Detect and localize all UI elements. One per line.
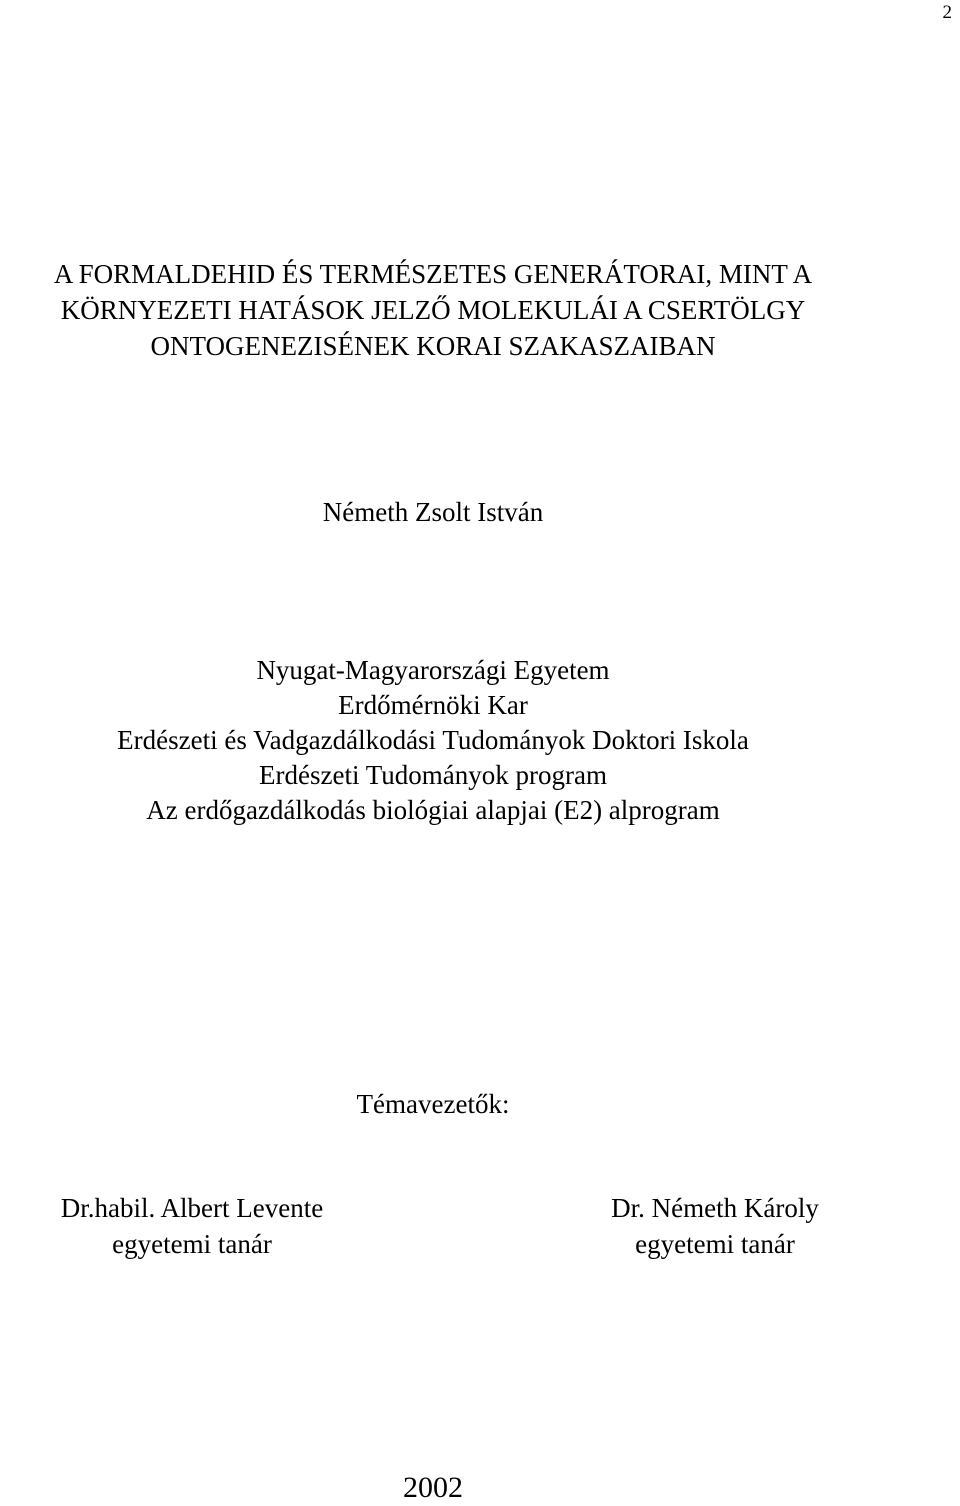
title-line: ONTOGENEZISÉNEK KORAI SZAKASZAIBAN — [150, 331, 716, 361]
thesis-title — [0, 256, 866, 364]
supervisor-role: egyetemi tanár — [112, 1229, 272, 1259]
institution-block — [0, 653, 866, 828]
author-name: Németh Zsolt István — [322, 497, 544, 527]
university-name: Nyugat-Magyarországi Egyetem — [256, 655, 610, 685]
supervisor-first — [20, 1190, 364, 1262]
doctoral-school-name: Erdészeti és Vadgazdálkodási Tudományok Doktori Iskola — [117, 725, 749, 755]
page-number: 2 — [942, 2, 952, 23]
title-line: A FORMALDEHID ÉS TERMÉSZETES GENERÁTORAI, MINT A — [53, 259, 813, 289]
supervisor-role: egyetemi tanár — [635, 1229, 795, 1259]
publication-year: 2002 — [403, 1471, 463, 1504]
subprogram-name: Az erdőgazdálkodás biológiai alapjai (E2) alprogram — [146, 795, 720, 825]
supervisor-second — [540, 1190, 890, 1262]
title-line: KÖRNYEZETI HATÁSOK JELZŐ MOLEKULÁI A CSERTÖLGY — [60, 295, 806, 325]
supervisor-name: Dr.habil. Albert Levente — [60, 1193, 324, 1223]
program-name: Erdészeti Tudományok program — [259, 760, 607, 790]
supervisors-heading: Témavezetők: — [356, 1089, 510, 1119]
faculty-name: Erdőmérnöki Kar — [338, 690, 528, 720]
supervisor-name: Dr. Németh Károly — [611, 1193, 819, 1223]
